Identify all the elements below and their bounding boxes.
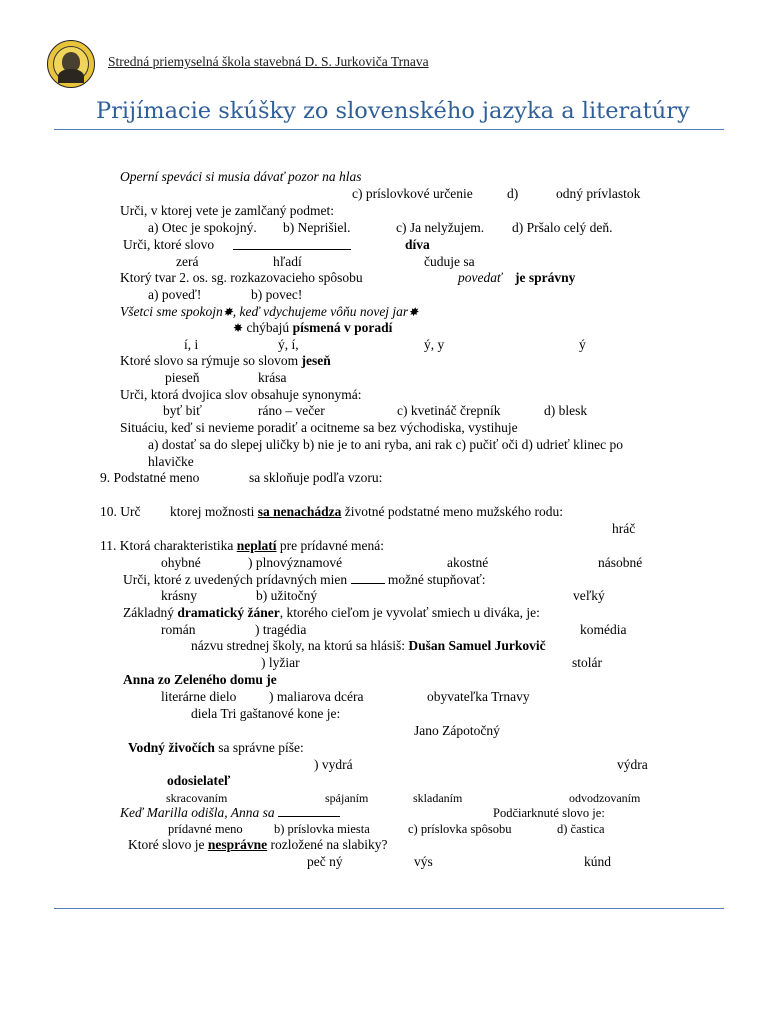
question-keyword: neplatí [236, 538, 277, 553]
option-c: obyvateľka Trnavy [427, 689, 530, 704]
option-b: ) plnovýznamové [248, 555, 343, 570]
question-label: názvu strednej školy, na ktorú sa hlásiš: [191, 638, 405, 653]
option-b: hľadí [273, 254, 302, 269]
question-keyword: povedať [458, 270, 502, 285]
question-sentence [120, 805, 340, 821]
question-sentence [120, 304, 418, 320]
question-label: Ktoré slovo je [128, 837, 205, 852]
option-d: násobné [598, 555, 643, 570]
option-d: veľký [573, 588, 605, 603]
option-d: odný prívlastok [556, 186, 641, 201]
option-d: komédia [580, 622, 627, 637]
question-keyword: dramatický žáner [177, 605, 280, 620]
question-text-bold: je správny [515, 270, 576, 285]
option-d: výdra [617, 757, 648, 772]
question-keyword: písmená v poradí [292, 320, 393, 335]
option-d: d) blesk [544, 403, 588, 418]
option-c: ý, y [424, 337, 445, 352]
question-keyword: Vodný živočích [128, 740, 215, 755]
option-b: ý, í, [278, 337, 299, 352]
question-text [100, 538, 384, 554]
question-text [123, 605, 540, 621]
options-line-continued: hlavičke [148, 454, 194, 469]
option-c: c) Ja nelyžujem. [396, 220, 485, 235]
option-c: c) príslovkové určenie [352, 186, 473, 201]
question-text: Urči, v ktorej vete je zamlčaný podmet: [120, 203, 335, 218]
option-d: hráč [612, 521, 636, 536]
option-b: ) vydrá [314, 757, 353, 772]
option-c: skladaním [413, 791, 463, 805]
question-text: Urči, ktorá dvojica slov obsahuje synonymá: [120, 387, 362, 402]
option-a: a) Otec je spokojný. [148, 220, 257, 235]
logo-portrait-body [58, 69, 84, 83]
question-text: 9. Podstatné meno [100, 470, 200, 485]
option-b: peč ný [307, 854, 343, 869]
question-keyword: jeseň [301, 353, 331, 368]
question-label: , ktorého cieľom je vyvolať smiech u diváka, je: [279, 605, 540, 620]
option-b: ) lyžiar [261, 655, 300, 670]
option-a: krásny [161, 588, 197, 603]
option-b: ) maliarova dcéra [269, 689, 364, 704]
option-b: ) tragédia [255, 622, 307, 637]
question-text [128, 740, 304, 756]
asterisk-icon: ✸ [233, 321, 244, 335]
option-d: ý [579, 337, 586, 352]
question-label: Ktoré slovo sa rýmuje so slovom [120, 353, 299, 368]
question-text [123, 572, 486, 588]
option-c: čuduje sa [424, 254, 475, 269]
option-b: b) povec! [251, 287, 303, 302]
question-label: 11. Ktorá charakteristika [100, 538, 234, 553]
question-label: možné stupňovať: [387, 572, 486, 587]
answer-blank [278, 805, 340, 817]
sentence-part-2: , keď vdychujeme vôňu novej jar [232, 304, 409, 319]
option-b: ráno – večer [258, 403, 325, 418]
question-label: Základný [123, 605, 174, 620]
option-c: výs [414, 854, 433, 869]
question-text: Podčiarknuté slovo je: [493, 806, 605, 820]
sentence-text: Keď Marilla odišla, Anna sa [120, 805, 275, 820]
option-d-label: d) [507, 186, 519, 201]
question-label: chýbajú [246, 320, 290, 335]
question-label: Urči, ktoré z uvedených prídavných mien [123, 572, 348, 587]
option-d: stolár [572, 655, 602, 670]
option-d: odvodzovaním [569, 791, 641, 805]
question-text: Urči, ktoré slovo [123, 237, 215, 252]
footer-divider [54, 908, 724, 909]
option-b: spájaním [325, 791, 369, 805]
option-a: zerá [176, 254, 199, 269]
question-text: Situáciu, keď si nevieme poradiť a ocitneme sa bez východiska, vystihuje [120, 420, 518, 435]
question-keyword: sa nenachádza [257, 504, 342, 519]
option-c: akostné [447, 555, 489, 570]
option-c: c) kvetináč črepník [397, 403, 501, 418]
option-d: d) častica [557, 822, 605, 836]
option-c: c) príslovka spôsobu [408, 822, 512, 836]
question-text [170, 504, 563, 520]
header-divider [54, 129, 724, 130]
asterisk-icon: ✸ [222, 305, 233, 319]
question-text: Ktorý tvar 2. os. sg. rozkazovacieho spôsobu [120, 270, 363, 285]
option-c: Jano Zápotočný [414, 723, 500, 738]
school-name: Stredná priemyselná škola stavebná D. S. Jurkoviča Trnava [108, 54, 429, 69]
option-a: literárne dielo [161, 689, 237, 704]
option-a: pieseň [165, 370, 200, 385]
options-line: a) dostať sa do slepej uličky b) nie je to ani ryba, ani rak c) pučiť oči d) udrieť klinec po [148, 437, 624, 452]
option-a: prídavné meno [168, 822, 243, 836]
question-text: sa skloňuje podľa vzoru: [249, 470, 383, 485]
option-b: b) Neprišiel. [283, 220, 351, 235]
option-a: í, i [184, 337, 199, 352]
question-text [120, 353, 331, 369]
question-label: rozložené na slabiky? [270, 837, 388, 852]
page-title: Prijímacie skúšky zo slovenského jazyka a literatúry [96, 98, 690, 124]
option-b: b) príslovka miesta [274, 822, 370, 836]
question-label: pre prídavné mená: [279, 538, 385, 553]
option-d: kúnd [584, 854, 611, 869]
question-text [128, 837, 387, 853]
option-b: b) užitočný [256, 588, 318, 603]
question-text: diela Tri gaštanové kone je: [191, 706, 341, 721]
sentence-part-1: Všetci sme spokojn [120, 304, 223, 319]
answer-blank [233, 249, 351, 250]
question-keyword: odosielateľ [167, 773, 231, 788]
question-text [233, 320, 392, 336]
option-a: román [161, 622, 196, 637]
school-logo [47, 40, 95, 88]
question-text [191, 638, 546, 654]
option-a: ohybné [161, 555, 201, 570]
question-keyword: nesprávne [207, 837, 268, 852]
option-d: d) Pršalo celý deň. [512, 220, 613, 235]
question-keyword: Anna zo Zeleného domu je [123, 672, 277, 687]
answer-blank [351, 572, 385, 584]
option-a: skracovaním [166, 791, 228, 805]
question-label: sa správne píše: [218, 740, 304, 755]
question-text: Operní speváci si musia dávať pozor na hlas [120, 169, 362, 184]
option-b: krása [258, 370, 287, 385]
question-number: 10. Urč [100, 504, 141, 519]
question-keyword: díva [405, 237, 430, 252]
option-a: a) poveď! [148, 287, 202, 302]
option-a: byť biť [163, 403, 202, 418]
question-keyword: Dušan Samuel Jurkovič [408, 638, 546, 653]
question-label: ktorej možnosti [170, 504, 255, 519]
asterisk-icon: ✸ [408, 305, 419, 319]
question-label: životné podstatné meno mužského rodu: [344, 504, 563, 519]
